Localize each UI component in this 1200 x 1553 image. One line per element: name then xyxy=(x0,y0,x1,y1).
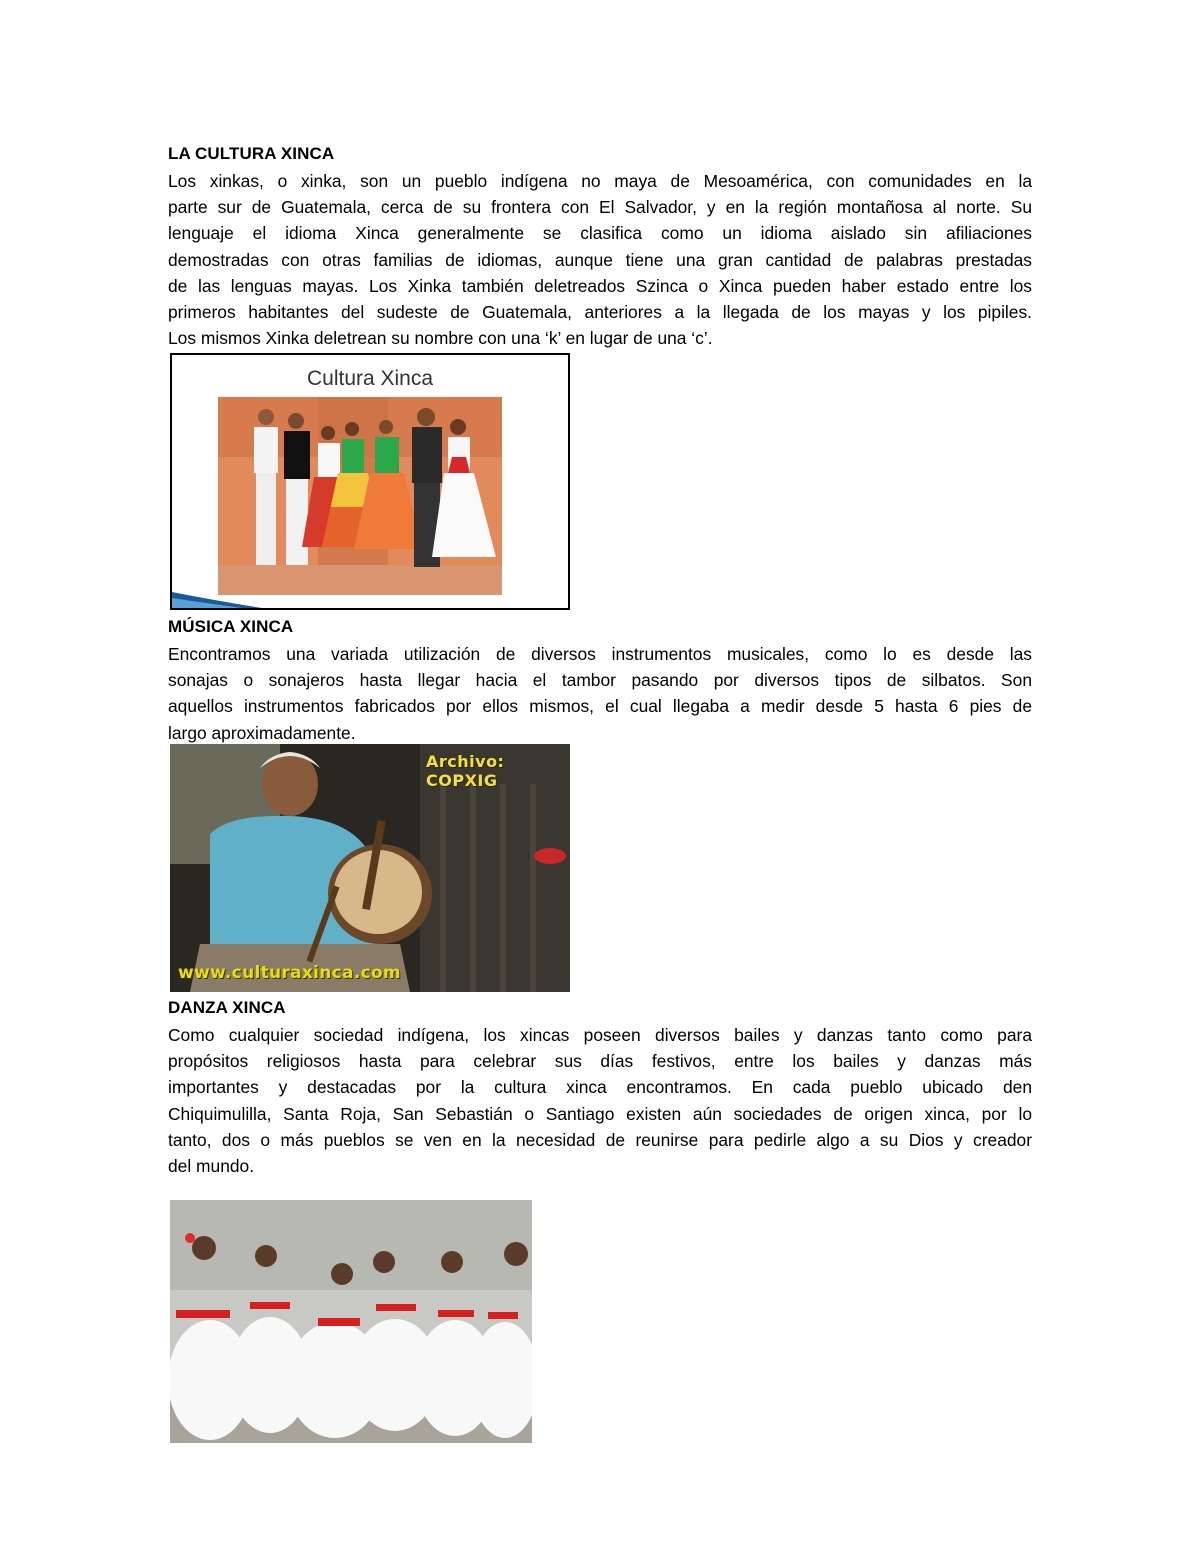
text-line: aquellos instrumentos fabricados por ellos mismos, el cual llegaba a medir desde 5 hasta 6 pies de xyxy=(168,696,1032,717)
text-line: parte sur de Guatemala, cerca de su frontera con El Salvador, y en la región montañosa al norte. Su xyxy=(168,197,1032,218)
text-line: demostradas con otras familias de idiomas, aunque tiene una gran cantidad de palabras prestadas xyxy=(168,249,1032,270)
drummer-photo xyxy=(170,744,570,992)
text-line: del mundo. xyxy=(168,1156,255,1177)
text-line: primeros habitantes del sudeste de Guatemala, anteriores a la llegada de los mayas y los pipiles. xyxy=(168,302,1032,323)
text-line: tanto, dos o más pueblos se ven en la necesidad de reunirse para pedirle algo a su Dios y creador xyxy=(168,1129,1032,1150)
heading-danza: DANZA XINCA xyxy=(168,998,286,1017)
paragraph-musica xyxy=(168,641,1032,746)
text-line: largo aproximadamente. xyxy=(168,722,356,743)
dancers-photo-art xyxy=(170,1200,532,1443)
slide-title: Cultura Xinca xyxy=(306,367,434,390)
text-line: Chiquimulilla, Santa Roja, San Sebastián o Santiago existen aún sociedades de origen xinca, por lo xyxy=(168,1103,1032,1124)
group-photo xyxy=(218,397,502,595)
text-line: de las lenguas mayas. Los Xinka también deletreados Szinca o Xinca pueden haber estado entre los xyxy=(168,275,1032,296)
dancers-photo xyxy=(170,1200,532,1443)
heading-cultura: LA CULTURA XINCA xyxy=(168,144,335,163)
text-line: importantes y destacadas por la cultura xinca encontramos. En cada pueblo ubicado den xyxy=(168,1077,1032,1098)
archive-label: Archivo: COPXIG xyxy=(426,752,505,790)
paragraph-danza xyxy=(168,1022,1032,1179)
text-line: Los xinkas, o xinka, son un pueblo indígena no maya de Mesoamérica, con comunidades en la xyxy=(168,171,1032,191)
watermark-url: www.culturaxinca.com xyxy=(178,963,401,983)
text-line: sonajas o sonajeros hasta llegar hacia el tambor pasando por diversos tipos de silbatos. Son xyxy=(168,670,1032,691)
text-line: Encontramos una variada utilización de diversos instrumentos musicales, como lo es desde las xyxy=(168,644,1032,664)
slide-image-cultura-xinca xyxy=(170,353,570,610)
heading-musica: MÚSICA XINCA xyxy=(168,617,294,636)
text-line: Como cualquier sociedad indígena, los xincas poseen diversos bailes y danzas tanto como para xyxy=(168,1025,1032,1045)
paragraph-cultura xyxy=(168,168,1032,351)
text-line: propósitos religiosos hasta para celebrar sus días festivos, entre los bailes y danzas más xyxy=(168,1051,1032,1072)
slide-decoration xyxy=(172,590,262,608)
text-line: Los mismos Xinka deletrean su nombre con una ‘k’ en lugar de una ‘c’. xyxy=(168,328,713,349)
text-line: lenguaje el idioma Xinca generalmente se clasifica como un idioma aislado sin afiliaciones xyxy=(168,223,1032,244)
